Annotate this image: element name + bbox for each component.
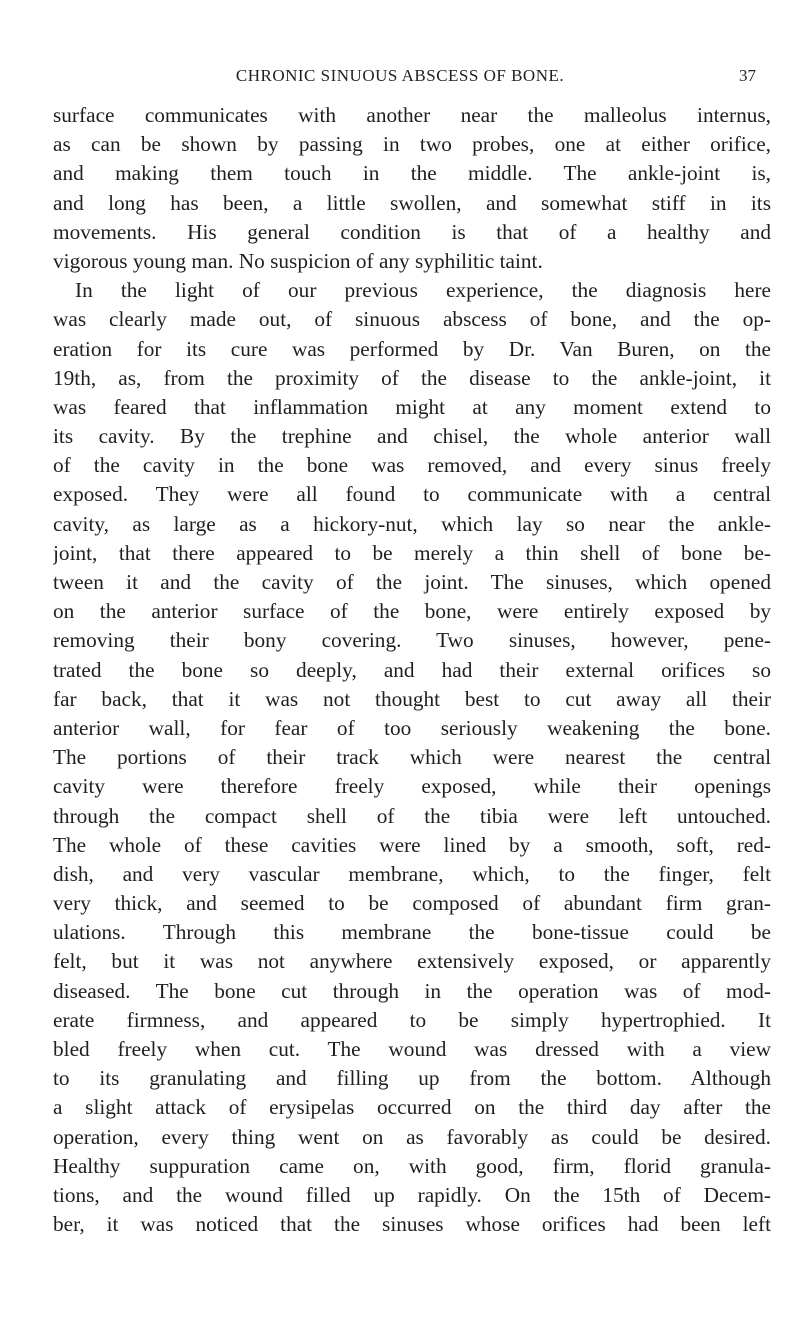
text-line: far back, that it was not thought best to cut away all their — [53, 686, 771, 711]
text-line: The whole of these cavities were lined by a smooth, soft, red- — [53, 832, 771, 857]
text-line: ber, it was noticed that the sinuses whose orifices had been left — [53, 1212, 771, 1237]
text-line: 19th, as, from the proximity of the disease to the ankle-joint, it — [53, 365, 771, 390]
text-line: operation, every thing went on as favorably as could be desired. — [53, 1124, 771, 1149]
text-line: joint, that there appeared to be merely a thin shell of bone be- — [53, 540, 771, 565]
text-line: its cavity. By the trephine and chisel, the whole anterior wall — [53, 424, 771, 449]
text-line: as can be shown by passing in two probes, one at either orifice, — [53, 132, 771, 157]
body-text — [53, 101, 771, 1239]
text-line: and making them touch in the middle. The ankle-joint is, — [53, 161, 771, 186]
text-line: removing their bony covering. Two sinuses, however, pene- — [53, 628, 771, 653]
text-line: tween it and the cavity of the joint. The sinuses, which opened — [53, 570, 771, 594]
text-line: cavity were therefore freely exposed, while their openings — [53, 774, 771, 799]
text-line: was feared that inflammation might at any moment extend to — [53, 394, 771, 419]
text-line: erate firmness, and appeared to be simply hypertrophied. It — [53, 1007, 771, 1032]
text-line: to its granulating and filling up from the bottom. Although — [53, 1066, 771, 1091]
text-line: trated the bone so deeply, and had their external orifices so — [53, 657, 771, 682]
text-line: very thick, and seemed to be composed of abundant firm gran- — [53, 891, 771, 916]
text-line: eration for its cure was performed by Dr. Van Buren, on the — [53, 336, 771, 361]
text-line: movements. His general condition is that of a healthy and — [53, 219, 771, 244]
text-line: Healthy suppuration came on, with good, firm, florid granula- — [53, 1153, 771, 1178]
text-line: felt, but it was not anywhere extensively exposed, or apparently — [53, 949, 771, 974]
text-line: diseased. The bone cut through in the operation was of mod- — [53, 978, 771, 1003]
page-number: 37 — [739, 66, 756, 85]
running-title: CHRONIC SINUOUS ABSCESS OF BONE. — [235, 66, 565, 85]
text-line: on the anterior surface of the bone, were entirely exposed by — [53, 599, 771, 624]
text-line: surface communicates with another near the malleolus internus, — [53, 103, 771, 127]
text-line: a slight attack of erysipelas occurred on the third day after the — [53, 1095, 771, 1120]
text-line: ulations. Through this membrane the bone-tissue could be — [53, 920, 771, 945]
text-line: and long has been, a little swollen, and somewhat stiff in its — [53, 190, 771, 215]
text-line: In the light of our previous experience, the diagnosis here — [75, 278, 771, 303]
text-line: dish, and very vascular membrane, which, to the finger, felt — [53, 861, 771, 886]
text-line: anterior wall, for fear of too seriously weakening the bone. — [53, 715, 771, 740]
text-line: The portions of their track which were nearest the central — [53, 745, 771, 770]
text-line: exposed. They were all found to communicate with a central — [53, 482, 771, 507]
text-line: through the compact shell of the tibia were left untouched. — [53, 803, 771, 828]
text-line: bled freely when cut. The wound was dressed with a view — [53, 1037, 771, 1061]
text-line: cavity, as large as a hickory-nut, which lay so near the ankle- — [53, 511, 771, 536]
text-line: vigorous young man. No suspicion of any syphilitic taint. — [53, 248, 543, 273]
text-line: tions, and the wound filled up rapidly. On the 15th of Decem- — [53, 1182, 771, 1207]
text-line: of the cavity in the bone was removed, and every sinus freely — [53, 453, 771, 478]
text-line: was clearly made out, of sinuous abscess of bone, and the op- — [53, 307, 771, 332]
